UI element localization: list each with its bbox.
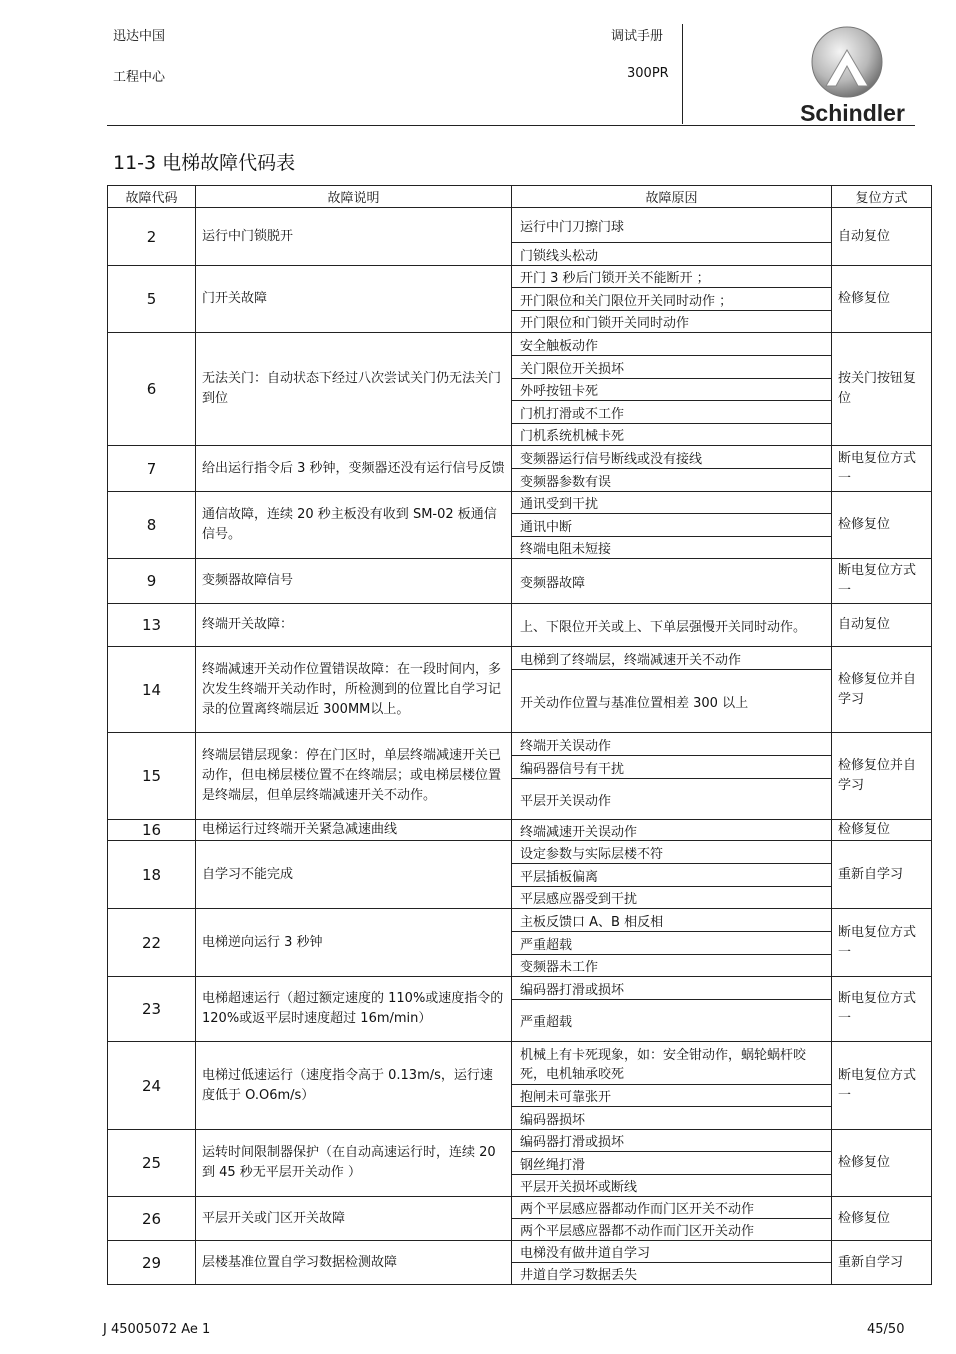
fault-cause-cell	[512, 977, 832, 1042]
fault-description-cell: 门开关故障	[196, 266, 512, 333]
fault-cause-cell	[512, 1130, 832, 1197]
table-row	[108, 266, 932, 333]
header-company: 迅达中国	[113, 29, 166, 44]
fault-description-cell: 运行中门锁脱开	[196, 208, 512, 266]
fault-cause-item: 终端开关误动作	[512, 733, 831, 756]
fault-description-cell: 层楼基准位置自学习数据检测故障	[196, 1241, 512, 1285]
fault-cause-item: 电梯没有做井道自学习	[512, 1241, 831, 1263]
fault-code-cell: 6	[108, 333, 196, 446]
fault-description-cell: 电梯运行过终端开关紧急减速曲线	[196, 820, 512, 841]
fault-cause-item: 严重超载	[512, 932, 831, 955]
table-row	[108, 604, 932, 647]
fault-cause-item: 编码器信号有干扰	[512, 756, 831, 779]
fault-code-cell: 14	[108, 647, 196, 733]
table-row	[108, 841, 932, 909]
table-row	[108, 208, 932, 266]
fault-cause-cell	[512, 492, 832, 559]
fault-cause-cell	[512, 1042, 832, 1130]
fault-cause-item: 门锁线头松动	[520, 248, 599, 264]
reset-method-cell: 检修复位并自学习	[832, 733, 932, 820]
fault-cause-item: 开关动作位置与基准位置相差 300 以上	[520, 695, 749, 711]
reset-method-cell: 断电复位方式一	[832, 1042, 932, 1130]
fault-description-cell: 运转时间限制器保护（在自动高速运行时，连续 20 到 45 秒无平层开关动作 ）	[196, 1130, 512, 1197]
table-row	[108, 559, 932, 604]
fault-cause-item: 变频器未工作	[520, 960, 599, 975]
reset-method-cell: 检修复位	[832, 492, 932, 559]
fault-cause-item: 运行中门刀擦门球	[512, 208, 831, 243]
fault-cause-item: 平层感应器受到干扰	[520, 892, 638, 907]
fault-description-cell: 电梯逆向运行 3 秒钟	[196, 909, 512, 977]
table-header-row	[108, 186, 932, 208]
fault-code-cell: 13	[108, 604, 196, 647]
fault-description-cell: 无法关门：自动状态下经过八次尝试关门仍无法关门到位	[196, 333, 512, 446]
fault-code-cell: 16	[108, 820, 196, 841]
fault-cause-item: 编码器打滑或损坏	[512, 1130, 831, 1152]
reset-method-cell: 断电复位方式一	[832, 559, 932, 604]
table-row	[108, 1241, 932, 1285]
fault-code-cell: 18	[108, 841, 196, 909]
reset-method-cell: 检修复位	[832, 820, 932, 841]
fault-description-cell: 终端层错层现象：停在门区时，单层终端减速开关已动作，但电梯层楼位置不在终端层；或电梯层楼位置是终端层，但单层终端减速开关不动作。	[196, 733, 512, 820]
fault-cause-item: 抱闸未可靠张开	[512, 1085, 831, 1107]
footer-doc-number: J 45005072 Ae 1	[103, 1322, 211, 1337]
reset-method-cell: 断电复位方式一	[832, 446, 932, 492]
fault-description-cell: 终端减速开关动作位置错误故障：在一段时间内，多次发生终端开关动作时，所检测到的位置比自学习记录的位置离终端层近 300MM以上。	[196, 647, 512, 733]
header-manual: 调试手册	[611, 29, 664, 44]
reset-method-cell: 重新自学习	[832, 841, 932, 909]
fault-cause-cell	[512, 1241, 832, 1285]
table-row	[108, 446, 932, 492]
fault-code-cell: 24	[108, 1042, 196, 1130]
fault-code-cell: 2	[108, 208, 196, 266]
fault-cause-item: 变频器运行信号断线或没有接线	[512, 446, 831, 469]
fault-cause-item: 钢丝绳打滑	[512, 1152, 831, 1175]
fault-cause-item: 开门限位和关门限位开关同时动作 ；	[512, 288, 831, 311]
fault-cause-cell	[512, 1197, 832, 1241]
fault-cause-cell	[512, 333, 832, 446]
logo-wordmark: Schindler	[800, 100, 905, 126]
fault-cause-cell	[512, 266, 832, 333]
fault-cause-cell	[512, 733, 832, 820]
table-row	[108, 977, 932, 1042]
fault-cause-item: 通讯中断	[512, 514, 831, 537]
reset-method-cell: 断电复位方式一	[832, 977, 932, 1042]
fault-description-cell: 终端开关故障：	[196, 604, 512, 647]
footer-page-number: 45/50	[867, 1322, 905, 1337]
fault-code-cell: 8	[108, 492, 196, 559]
col-header-reset: 复位方式	[832, 186, 932, 208]
fault-cause-item: 两个平层感应器都动作而门区开关不动作	[512, 1197, 831, 1219]
table-row	[108, 1042, 932, 1130]
table-row	[108, 820, 932, 841]
fault-cause-item: 终端减速开关误动作	[520, 824, 638, 840]
fault-description-cell: 变频器故障信号	[196, 559, 512, 604]
table-row	[108, 733, 932, 820]
header-divider	[682, 24, 683, 124]
fault-cause-item: 两个平层感应器都不动作而门区开关动作	[520, 1224, 755, 1239]
fault-cause-item: 通讯受到干扰	[512, 492, 831, 514]
fault-cause-item: 平层插板偏离	[512, 864, 831, 887]
fault-cause-item: 外呼按钮卡死	[512, 379, 831, 401]
table-row	[108, 1197, 932, 1241]
fault-code-cell: 22	[108, 909, 196, 977]
fault-code-cell: 15	[108, 733, 196, 820]
reset-method-cell: 检修复位	[832, 1197, 932, 1241]
header-model: 300PR	[627, 66, 669, 81]
fault-cause-item: 机械上有卡死现象，如：安全钳动作，蜗轮蜗杆咬死，电机轴承咬死	[512, 1042, 831, 1085]
fault-cause-item: 门机打滑或不工作	[512, 401, 831, 424]
fault-description-cell: 电梯超速运行（超过额定速度的 110%或速度指令的 120%或返平层时速度超过 16m/min）	[196, 977, 512, 1042]
fault-cause-item: 主板反馈口 A、B 相反相	[512, 909, 831, 932]
fault-code-cell: 7	[108, 446, 196, 492]
fault-cause-item: 开门限位和门锁开关同时动作	[520, 316, 690, 331]
fault-cause-item: 变频器参数有误	[520, 474, 612, 490]
fault-cause-cell	[512, 446, 832, 492]
fault-cause-item: 平层开关损坏或断线	[520, 1180, 638, 1195]
table-row	[108, 909, 932, 977]
col-header-code: 故障代码	[108, 186, 196, 208]
reset-method-cell: 检修复位	[832, 1130, 932, 1197]
reset-method-cell: 按关门按钮复位	[832, 333, 932, 446]
fault-cause-cell	[512, 841, 832, 909]
header-department: 工程中心	[113, 70, 166, 85]
reset-method-cell: 自动复位	[832, 604, 932, 647]
fault-cause-item: 平层开关误动作	[520, 793, 612, 809]
table-row	[108, 1130, 932, 1197]
table-row	[108, 492, 932, 559]
fault-cause-item: 设定参数与实际层楼不符	[512, 841, 831, 864]
fault-cause-item: 终端电阻未短接	[520, 542, 612, 557]
fault-cause-cell	[512, 820, 832, 841]
reset-method-cell: 自动复位	[832, 208, 932, 266]
fault-cause-item: 上、下限位开关或上、下单层强慢开关同时动作。	[520, 619, 807, 635]
reset-method-cell: 检修复位	[832, 266, 932, 333]
fault-cause-item: 安全触板动作	[512, 333, 831, 356]
fault-code-cell: 23	[108, 977, 196, 1042]
fault-cause-item: 变频器故障	[520, 575, 586, 591]
fault-cause-cell	[512, 559, 832, 604]
fault-cause-cell	[512, 647, 832, 733]
page-title: 11-3 电梯故障代码表	[113, 152, 296, 174]
fault-cause-item: 开门 3 秒后门锁开关不能断开 ；	[512, 266, 831, 288]
reset-method-cell: 检修复位并自学习	[832, 647, 932, 733]
fault-cause-cell	[512, 604, 832, 647]
fault-cause-item: 电梯到了终端层，终端减速开关不动作	[512, 647, 831, 670]
fault-description-cell: 电梯过低速运行（速度指令高于 0.13m/s，运行速度低于 O.O6m/s）	[196, 1042, 512, 1130]
fault-code-cell: 9	[108, 559, 196, 604]
reset-method-cell: 重新自学习	[832, 1241, 932, 1285]
fault-code-cell: 5	[108, 266, 196, 333]
fault-cause-cell	[512, 909, 832, 977]
fault-cause-item: 井道自学习数据丢失	[520, 1268, 638, 1283]
fault-code-table	[107, 185, 932, 1285]
fault-cause-item: 门机系统机械卡死	[520, 429, 625, 444]
reset-method-cell: 断电复位方式一	[832, 909, 932, 977]
fault-description-cell: 通信故障，连续 20 秒主板没有收到 SM-02 板通信信号。	[196, 492, 512, 559]
schindler-logo	[790, 26, 915, 126]
fault-cause-item: 严重超载	[520, 1015, 573, 1030]
col-header-description: 故障说明	[196, 186, 512, 208]
col-header-cause: 故障原因	[512, 186, 832, 208]
fault-description-cell: 自学习不能完成	[196, 841, 512, 909]
fault-cause-item: 关门限位开关损坏	[512, 356, 831, 379]
fault-description-cell: 给出运行指令后 3 秒钟，变频器还没有运行信号反馈	[196, 446, 512, 492]
fault-code-cell: 29	[108, 1241, 196, 1285]
fault-cause-cell	[512, 208, 832, 266]
fault-code-cell: 25	[108, 1130, 196, 1197]
fault-cause-item: 编码器损坏	[520, 1112, 586, 1128]
fault-code-cell: 26	[108, 1197, 196, 1241]
fault-cause-item: 编码器打滑或损坏	[512, 977, 831, 1000]
fault-description-cell: 平层开关或门区开关故障	[196, 1197, 512, 1241]
table-row	[108, 647, 932, 733]
table-row	[108, 333, 932, 446]
